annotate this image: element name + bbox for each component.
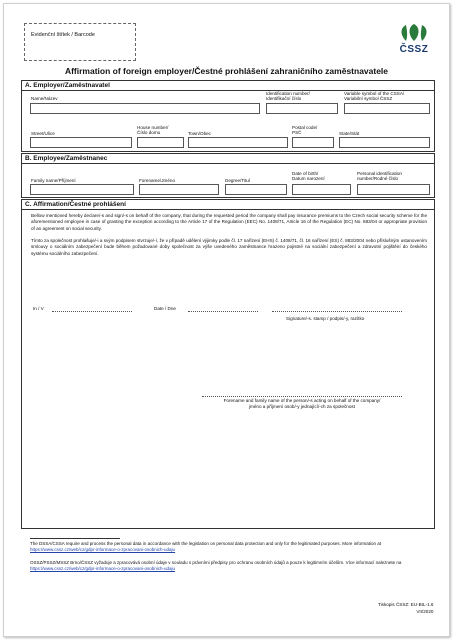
section-employer (21, 80, 435, 152)
affirmation-text-en: Bellow mentioned hereby declare/-s and sign/-s on behalf of the company, that during the requested period the company shall pay insurance premiums to the Czech social security scheme for the aforementioned employee in case of granting the exception according to the Article 17 of the Regulation (EEC) No. 1408/71, Article 16 of the Regulation (EC) No. 883/04 or appropriate provision of an agreement on social security. (31, 213, 427, 231)
town-label: Town/Obec (188, 131, 211, 136)
house-label: House number/ Číslo domu (137, 125, 169, 136)
gdpr-link-en[interactable]: https://www.cssz.cz/web/cz/gdpr-informace-o-zpracovani-osobnich-udaju (30, 547, 176, 553)
degree-label: Degree/Titul (225, 178, 250, 183)
logo-text: ČSSZ (399, 44, 429, 55)
footer-divider (30, 538, 120, 539)
degree-field[interactable] (225, 184, 287, 195)
section-affirmation (21, 199, 435, 529)
varsym-label: Variable symbol of the CSSA/ Variabilní symbol ČSSZ (344, 91, 405, 102)
name-field[interactable] (30, 103, 260, 114)
date-label: Date / Dne (154, 306, 176, 311)
family-name-label: Family name/Příjmení (31, 178, 76, 183)
names-label: Forename and family name of the person/-s acting on behalf of the company/ jméno a příjmení osob/-y jednající/-ch za společnost (223, 398, 381, 409)
gdpr-note-cz (30, 560, 425, 573)
street-label: Street/Ulice (31, 131, 55, 136)
section-a-heading: A. Employer/Zaměstnavatel (22, 81, 434, 91)
date-field[interactable] (188, 311, 258, 312)
postal-label: Postal code/ PSČ (292, 125, 318, 136)
pin-label: Personal identification number/Rodné číslo (357, 171, 402, 182)
street-field[interactable] (30, 137, 132, 148)
print-code: Tiskopis ČSSZ: EU-BIL-1.6 VII/2020 (378, 602, 434, 614)
state-field[interactable] (339, 137, 430, 148)
signature-field[interactable] (272, 311, 402, 312)
gdpr-link-cz[interactable]: https://www.cssz.cz/web/cz/gdpr-informace-o-zpracovani-osobnich-udaju (30, 566, 176, 572)
dob-label: Date of birth/ Datum narození (292, 171, 325, 182)
postal-field[interactable] (292, 137, 334, 148)
barcode-label: Evidenční štítek / Barcode (31, 32, 95, 38)
pin-field[interactable] (357, 184, 430, 195)
family-name-field[interactable] (30, 184, 134, 195)
gdpr-note-en (30, 541, 425, 554)
id-field[interactable] (266, 103, 338, 114)
barcode-box (24, 23, 136, 61)
form-title: Affirmation of foreign employer/Čestné prohlášení zahraničního zaměstnavatele (64, 66, 389, 76)
names-field[interactable] (202, 396, 402, 397)
signature-label: Signature/-s. stamp / podpis/-y, razítko (286, 316, 365, 321)
place-field[interactable] (52, 311, 132, 312)
gdpr-text-cz: OSSZ/PSSZ/MSSZ Brno/ČSSZ vyžaduje a zpracovává osobní údaje v souladu s právními předpisy pro ochranu osobních údajů a pouze k legitimním účelům. Více informací naleznete na (30, 560, 402, 565)
gdpr-text-en: The DSSA/CSSA require and process the personal data in accordance with the legislation on personal data protection and only for the legitimated purposes. More information at (30, 541, 381, 546)
leaf-logo-icon (396, 23, 432, 43)
cssz-logo (396, 23, 432, 61)
town-field[interactable] (188, 137, 288, 148)
name-label: Name/Název (31, 96, 58, 101)
varsym-field[interactable] (344, 103, 430, 114)
dob-field[interactable] (292, 184, 351, 195)
section-c-heading: C. Affirmation/Čestné prohlášení (22, 200, 434, 210)
forename-field[interactable] (139, 184, 219, 195)
forename-label: Forename/Jméno (139, 178, 176, 183)
state-label: State/Stát (339, 131, 360, 136)
house-field[interactable] (137, 137, 184, 148)
affirmation-text-cz: Tímto za společnost prohlašuje/-i a svým podpisem stvrzuje/-í, že v případě udělení výjimky podle čl. 17 nařízení (EHS) č. 1408/71, čl. 16 nařízení (ES) č. 883/2004 nebo příslušným ustanovením smlouvy o sociálním zabezpečení bude během požadované doby společnost za výše uvedeného zaměstnance hrazeno pojistné na sociální zabezpečení a zdravotní pojištění do českého systému sociálního zabezpečení. (31, 238, 427, 256)
section-b-heading: B. Employee/Zaměstnanec (22, 154, 434, 164)
section-employee (21, 153, 435, 198)
id-label: Identification number/ Identifikační číslo (266, 91, 310, 102)
place-label: In / V (33, 306, 44, 311)
